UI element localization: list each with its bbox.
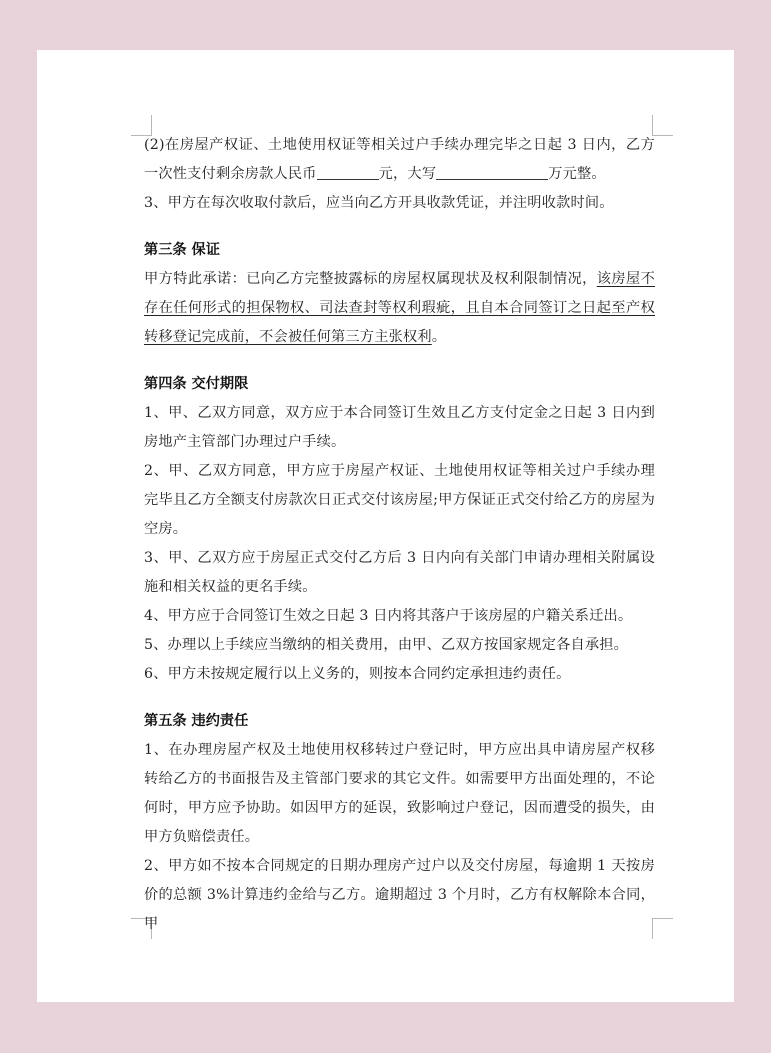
clause-2-2-capital-label: 元，大写 [378, 166, 437, 182]
article-3-underlined-text: 该房屋不存在任何形式的担保物权、司法查封等权利瑕疵，且自本合同签订之日起至产权转移登记完成前，不会被任何第三方主张权利 [144, 271, 656, 345]
article-5-clause-2: 2、甲方如不按本合同规定的日期办理房产过户以及交付房屋，每逾期 1 天按房价的总额 3%计算违约金给与乙方。逾期超过 3 个月时，乙方有权解除本合同，甲 [144, 858, 655, 932]
article-3-end: 。 [431, 329, 447, 345]
amount-blank [317, 165, 379, 180]
spacer [130, 352, 655, 370]
article-4-clause-3: 3、甲、乙双方应于房屋正式交付乙方后 3 日内向有关部门申请办理相关附属设施和相关权益的更名手续。 [144, 550, 655, 595]
spacer [130, 218, 655, 236]
margin-mark-top-right [652, 115, 673, 136]
article-4-heading: 第四条 交付期限 [144, 376, 249, 392]
clause-2-3: 3、甲方在每次收取付款后，应当向乙方开具收款凭证，并注明收款时间。 [144, 195, 614, 211]
article-3-text: 甲方特此承诺：已向乙方完整披露标的房屋权属现状及权利限制情况， [144, 271, 597, 287]
article-4-clause-6: 6、甲方未按规定履行以上义务的，则按本合同约定承担违约责任。 [144, 666, 571, 682]
capital-amount-blank [436, 165, 548, 180]
document-page [37, 50, 734, 1002]
article-5-heading: 第五条 违约责任 [144, 713, 249, 729]
article-4-clause-2: 2、甲、乙双方同意，甲方应于房屋产权证、土地使用权证等相关过户手续办理完毕且乙方全额支付房款次日正式交付该房屋;甲方保证正式交付给乙方的房屋为空房。 [144, 463, 655, 537]
article-3-paragraph [130, 265, 655, 352]
article-4-clause-1: 1、甲、乙双方同意，双方应于本合同签订生效且乙方支付定金之日起 3 日内到房地产主管部门办理过户手续。 [144, 405, 655, 450]
spacer [130, 689, 655, 707]
article-5-clause-1: 1、在办理房屋产权及土地使用权移转过户登记时，甲方应出具申请房屋产权移转给乙方的书面报告及主管部门要求的其它文件。如需要甲方出面处理的，不论何时，甲方应予协助。如因甲方的延误，致影响过户登记，因而遭受的损失，由甲方负赔偿责任。 [144, 742, 655, 845]
clause-2-2 [130, 131, 655, 189]
clause-2-2-text: (2)在房屋产权证、土地使用权证等相关过户手续办理完毕之日起 3 日内，乙方一次性支付剩余房款人民币 [144, 137, 655, 182]
clause-2-2-end: 万元整。 [548, 166, 606, 182]
article-4-clause-5: 5、办理以上手续应当缴纳的相关费用，由甲、乙双方按国家规定各自承担。 [144, 637, 629, 653]
document-body [130, 131, 655, 939]
article-3-heading: 第三条 保证 [144, 242, 220, 258]
margin-mark-bottom-right [652, 918, 673, 939]
article-4-clause-4: 4、甲方应于合同签订生效之日起 3 日内将其落户于该房屋的户籍关系迁出。 [144, 608, 633, 624]
